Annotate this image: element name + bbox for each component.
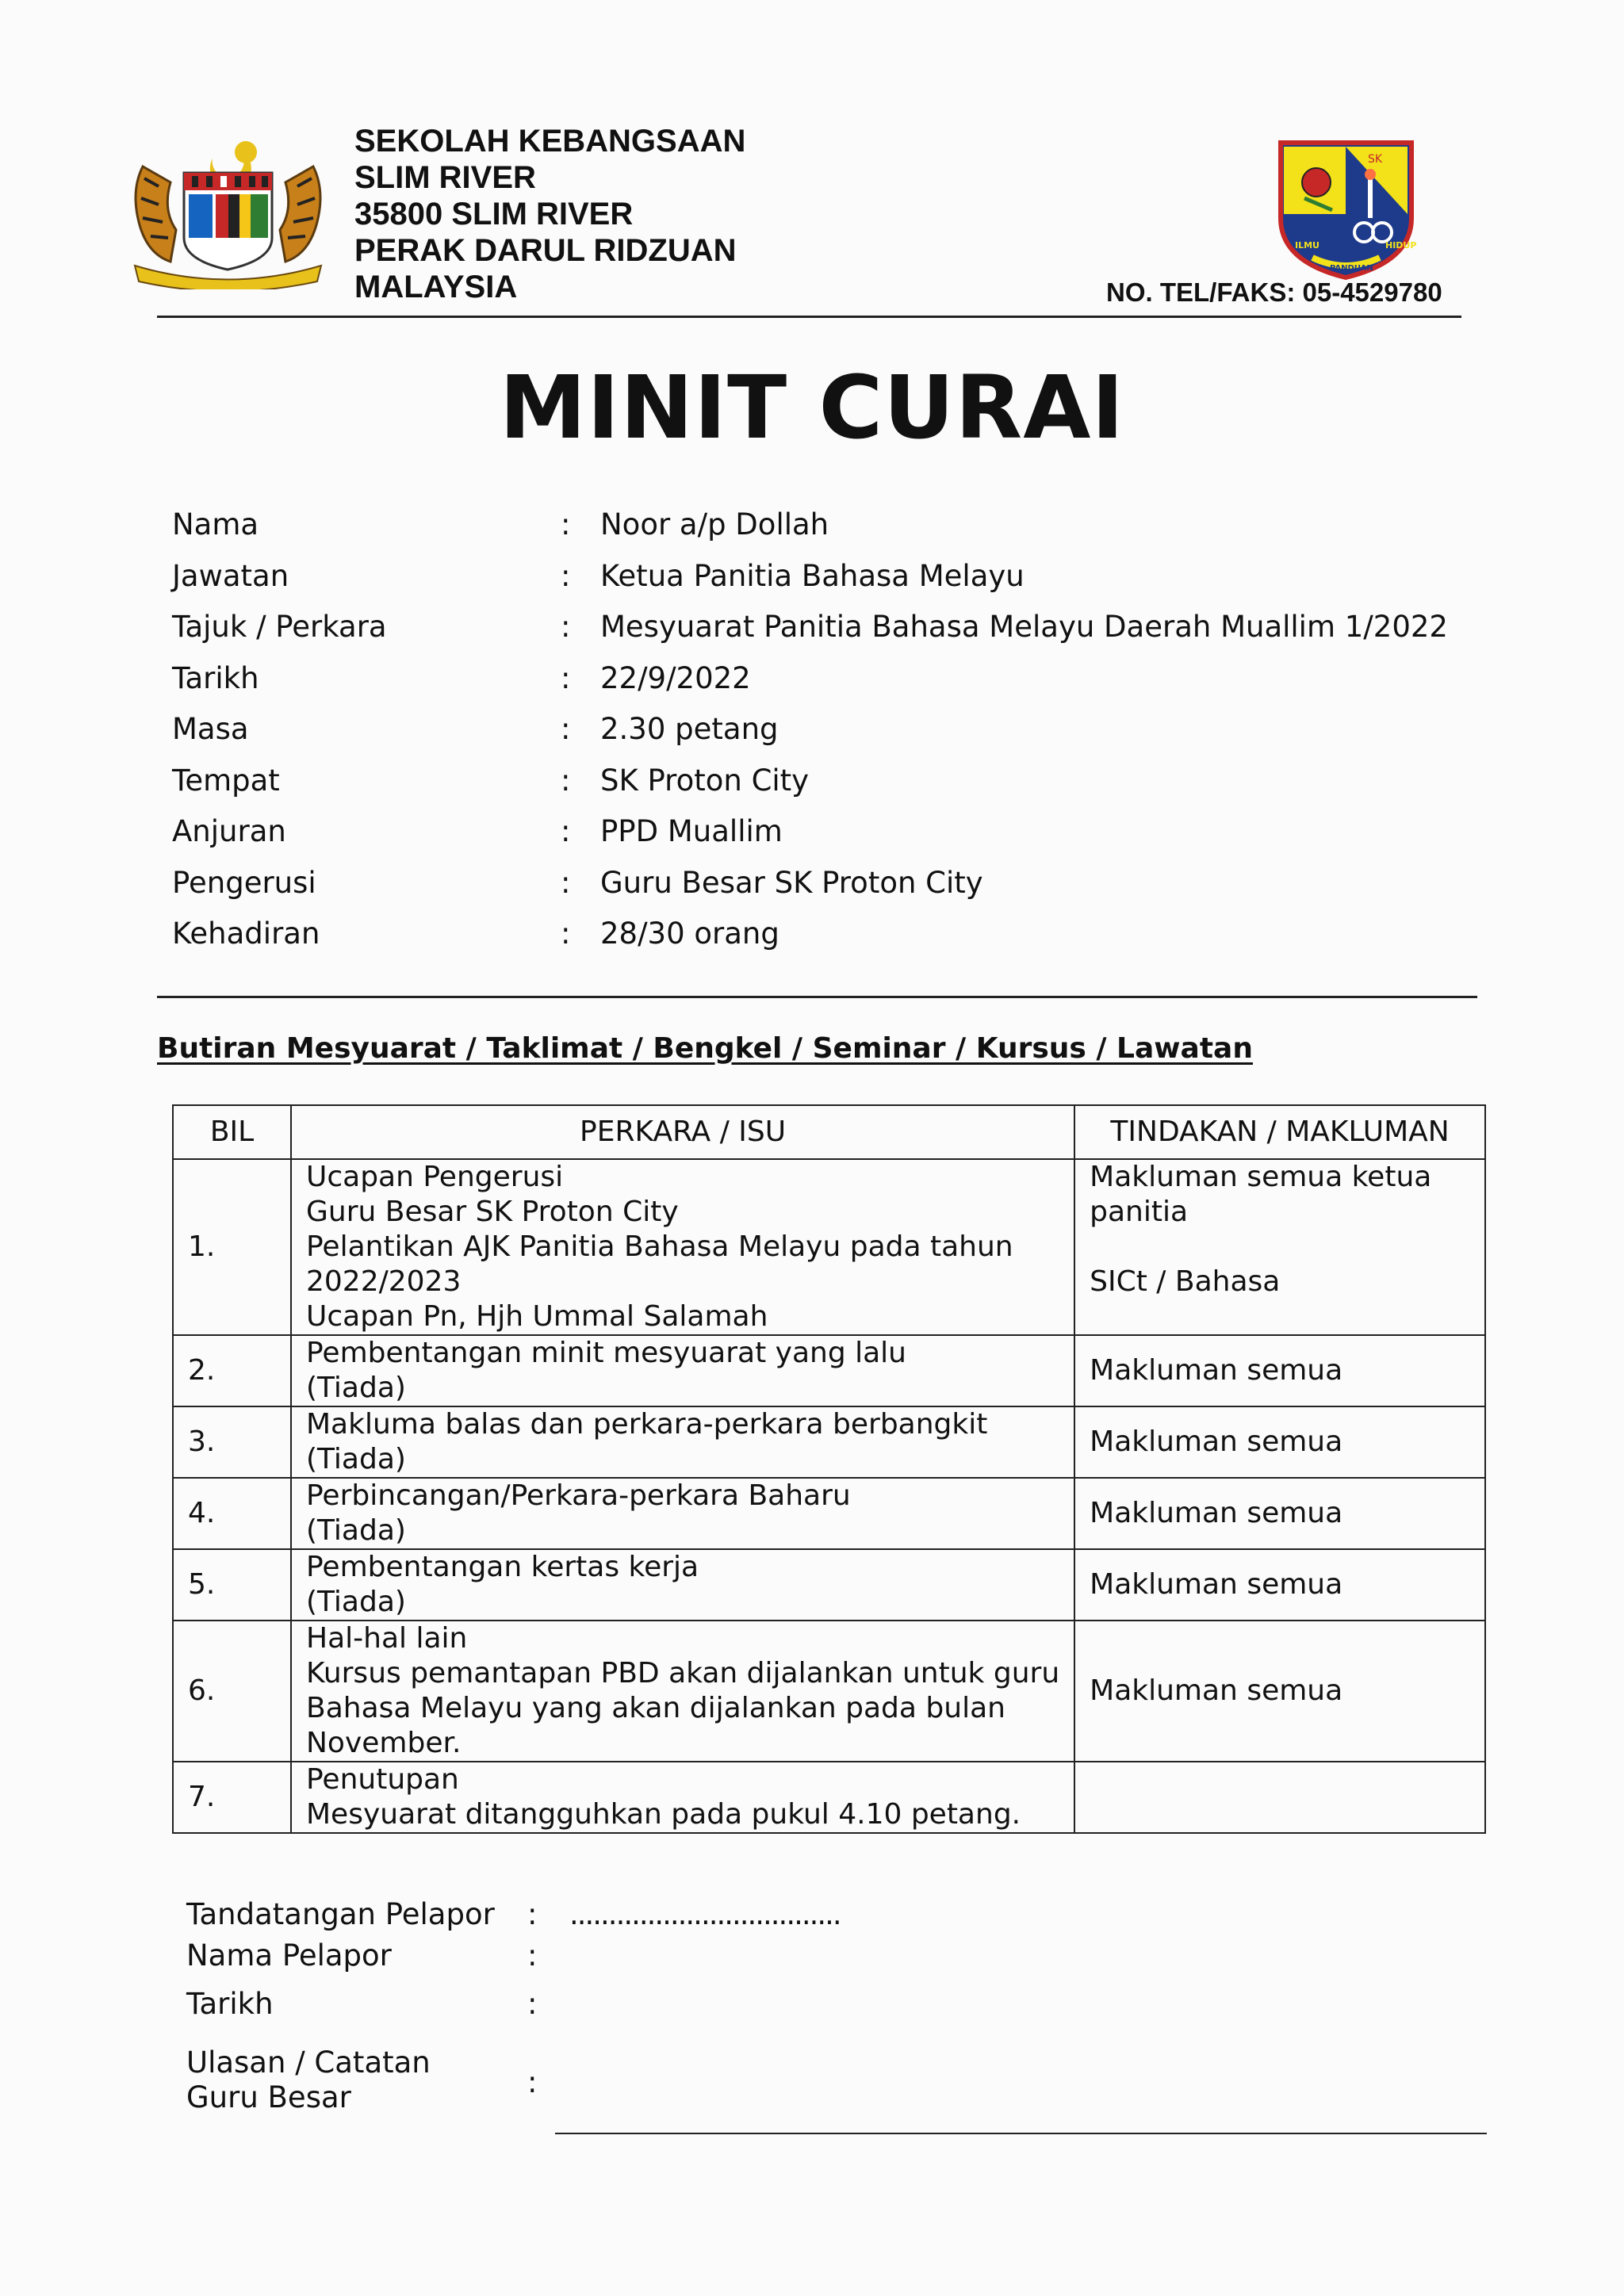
tindakan-line (1090, 1299, 1470, 1334)
colon: : (527, 1938, 538, 1973)
perkara-line: (Tiada) (306, 1372, 406, 1404)
svg-text:PANDUAN: PANDUAN (1330, 264, 1373, 273)
bil-cell: 4. (173, 1478, 291, 1549)
info-value: Mesyuarat Panitia Bahasa Melayu Daerah Muallim 1/2022 (600, 610, 1448, 644)
perkara-cell (291, 1335, 1074, 1406)
info-value: 22/9/2022 (600, 660, 751, 695)
table-row (173, 1159, 1485, 1335)
info-value: 2.30 petang (600, 712, 779, 746)
bil-cell: 7. (173, 1762, 291, 1833)
perkara-line: Mesyuarat ditangguhkan pada pukul 4.10 petang. (306, 1798, 1021, 1831)
table-row (173, 1762, 1485, 1833)
perkara-cell (291, 1621, 1074, 1762)
info-label: Jawatan (172, 558, 289, 593)
info-label: Kehadiran (172, 916, 320, 951)
colon: : (527, 1987, 538, 2021)
tindakan-cell (1074, 1406, 1485, 1478)
perkara-cell (291, 1762, 1074, 1833)
perkara-line: Ucapan Pengerusi (306, 1161, 564, 1193)
tindakan-line: Makluman semua (1090, 1568, 1343, 1601)
colon: : (527, 1897, 538, 1931)
table-row (173, 1335, 1485, 1406)
perkara-cell (291, 1478, 1074, 1549)
colon: : (561, 660, 571, 695)
school-line: MALAYSIA (354, 270, 518, 304)
info-label: Pengerusi (172, 865, 316, 900)
tindakan-cell (1074, 1621, 1485, 1762)
perkara-line: Penutupan (306, 1763, 459, 1796)
perkara-line: 2022/2023 (306, 1265, 462, 1298)
perkara-line: Makluma balas dan perkara-perkara berbangkit (306, 1408, 988, 1441)
info-label: Tempat (172, 763, 280, 798)
bil-cell: 2. (173, 1335, 291, 1406)
colon: : (561, 814, 571, 848)
perkara-line: Perbincangan/Perkara-perkara Baharu (306, 1479, 851, 1512)
minutes-table (172, 1104, 1486, 1834)
bil-cell: 1. (173, 1159, 291, 1335)
perkara-line: Bahasa Melayu yang akan dijalankan pada bulan (306, 1692, 1005, 1724)
info-value: Guru Besar SK Proton City (600, 865, 983, 900)
tindakan-line (1090, 1780, 1470, 1815)
info-label: Masa (172, 712, 249, 746)
perkara-line: (Tiada) (306, 1443, 406, 1475)
reporter-name-label: Nama Pelapor (186, 1938, 392, 1973)
info-value: Noor a/p Dollah (600, 507, 829, 541)
colon: : (561, 916, 571, 951)
colon: : (561, 610, 571, 644)
perkara-line: November. (306, 1727, 462, 1759)
remarks-label-line2: Guru Besar (186, 2080, 351, 2114)
header-perkara: PERKARA / ISU (291, 1105, 1074, 1159)
school-line: PERAK DARUL RIDZUAN (354, 233, 737, 268)
tindakan-line: Makluman semua ketua (1090, 1161, 1432, 1193)
school-phone: NO. TEL/FAKS: 05-4529780 (1106, 277, 1442, 307)
table-header-row (173, 1105, 1485, 1159)
info-label: Nama (172, 507, 259, 541)
info-value: SK Proton City (600, 763, 810, 798)
signature-label: Tandatangan Pelapor (186, 1897, 495, 1931)
perkara-line: Ucapan Pn, Hjh Ummal Salamah (306, 1300, 768, 1333)
colon: : (561, 763, 571, 798)
section-divider (157, 996, 1477, 998)
svg-text:ILMU: ILMU (1295, 240, 1320, 251)
colon: : (527, 2065, 538, 2099)
perkara-cell (291, 1406, 1074, 1478)
info-label: Tarikh (172, 660, 259, 695)
school-badge-logo (1273, 131, 1419, 281)
info-label: Tajuk / Perkara (172, 610, 387, 644)
perkara-line: Hal-hal lain (306, 1622, 468, 1655)
tindakan-line: panitia (1090, 1196, 1189, 1228)
info-value: 28/30 orang (600, 916, 779, 951)
tindakan-line: SICt / Bahasa (1090, 1265, 1281, 1298)
document-title: MINIT CURAI (499, 357, 1125, 458)
svg-text:SK: SK (1368, 153, 1383, 166)
header-bil: BIL (173, 1105, 291, 1159)
perkara-line: Pembentangan minit mesyuarat yang lalu (306, 1337, 907, 1369)
colon: : (561, 865, 571, 900)
bil-cell: 5. (173, 1549, 291, 1621)
tindakan-line (1090, 1230, 1470, 1265)
tindakan-cell (1074, 1335, 1485, 1406)
perkara-line: (Tiada) (306, 1586, 406, 1618)
tindakan-cell (1074, 1478, 1485, 1549)
tindakan-line: Makluman semua (1090, 1497, 1343, 1529)
perkara-line: Kursus pemantapan PBD akan dijalankan untuk guru (306, 1657, 1060, 1689)
perkara-cell (291, 1549, 1074, 1621)
date-label: Tarikh (186, 1987, 274, 2021)
signature-line: ................................... (569, 1897, 841, 1931)
perkara-line: Guru Besar SK Proton City (306, 1196, 679, 1228)
table-row (173, 1478, 1485, 1549)
colon: : (561, 507, 571, 541)
bil-cell: 6. (173, 1621, 291, 1762)
header-divider (157, 316, 1461, 318)
coat-of-arms-logo (127, 135, 329, 289)
tindakan-cell (1074, 1762, 1485, 1833)
table-row (173, 1549, 1485, 1621)
school-address (354, 123, 745, 305)
colon: : (561, 558, 571, 593)
info-value: PPD Muallim (600, 814, 783, 848)
perkara-line: Pembentangan kertas kerja (306, 1551, 699, 1583)
perkara-line: Pelantikan AJK Panitia Bahasa Melayu pada tahun (306, 1230, 1013, 1263)
tindakan-cell (1074, 1549, 1485, 1621)
table-row (173, 1406, 1485, 1478)
perkara-line: (Tiada) (306, 1514, 406, 1547)
perkara-cell (291, 1159, 1074, 1335)
school-line: 35800 SLIM RIVER (354, 197, 634, 232)
tindakan-line: Makluman semua (1090, 1425, 1343, 1458)
remarks-line (555, 2133, 1487, 2134)
colon: : (561, 712, 571, 746)
table-row (173, 1621, 1485, 1762)
school-line: SEKOLAH KEBANGSAAN (354, 124, 746, 159)
section-heading: Butiran Mesyuarat / Taklimat / Bengkel / Seminar / Kursus / Lawatan (157, 1032, 1253, 1065)
info-value: Ketua Panitia Bahasa Melayu (600, 558, 1025, 593)
tindakan-cell (1074, 1159, 1485, 1335)
remarks-label-line1: Ulasan / Catatan (186, 2045, 431, 2080)
bil-cell: 3. (173, 1406, 291, 1478)
school-line: SLIM RIVER (354, 160, 536, 195)
svg-text:HIDUP: HIDUP (1385, 240, 1417, 251)
header-tindakan: TINDAKAN / MAKLUMAN (1074, 1105, 1485, 1159)
tindakan-line: Makluman semua (1090, 1674, 1343, 1707)
info-label: Anjuran (172, 814, 286, 848)
tindakan-line: Makluman semua (1090, 1354, 1343, 1387)
